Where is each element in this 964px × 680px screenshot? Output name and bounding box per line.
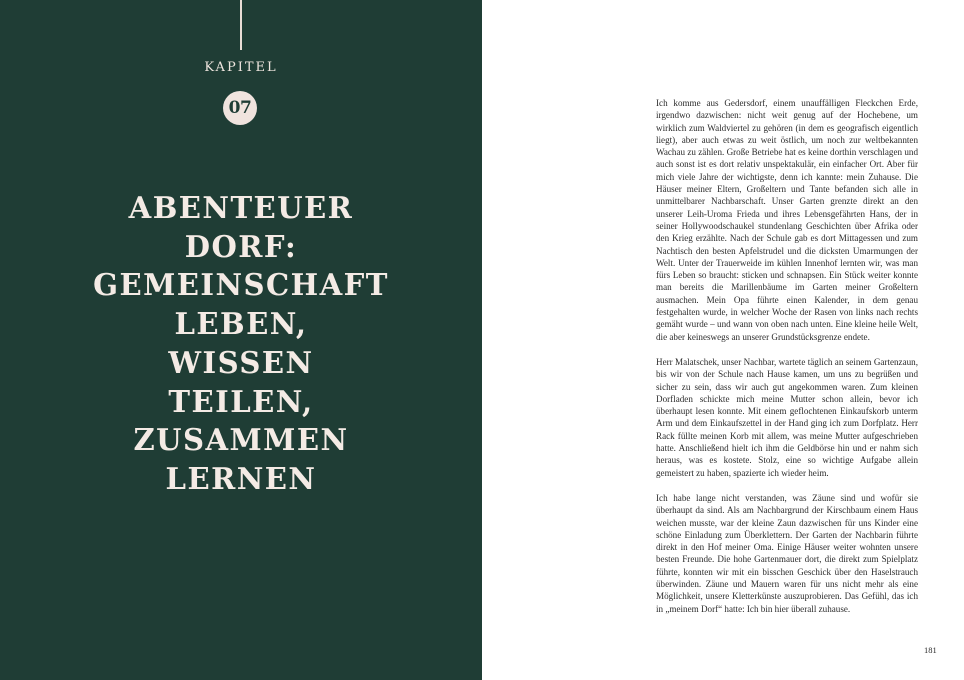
decorative-vertical-line [240, 0, 242, 50]
chapter-title-line: GEMEINSCHAFT [93, 268, 389, 304]
chapter-title-line: ZUSAMMEN [133, 423, 349, 459]
paragraph: Ich habe lange nicht verstanden, was Zäune sind und wofür sie überhaupt da sind. Als am Nachbargrund der Kirschbaum einem Haus weichen musste, war der kleine Zaun dazwischen für uns Kinder eine schöne Einladung zum Überklettern. Der Garten der Nachbarin führte direkt in den Hof meiner Oma. Einige Häuser weiter wohnten unsere besten Freunde. Die hohe Gartenmauer dort, die direkt zum Spielplatz führte, konnten wir mit ein bisschen Geschick über den Haselstrauch überwinden. Zäune und Mauern waren für uns nicht mehr als eine Möglichkeit, unsere Kletterkünste auszuprobieren. Das Gefühl, das ich in „meinem Dorf“ hatte: Ich bin hier überall zuhause. [656, 492, 918, 614]
body-text [656, 97, 918, 628]
chapter-number-badge [223, 91, 257, 125]
paragraph: Ich komme aus Gedersdorf, einem unauffälligen Fleckchen Erde, irgendwo dazwischen: nicht weit genug auf der Hochebene, um wirklich zum Waldviertel zu gehören (in dem es geografisch eigentlich liegt), aber auch etwas zu weit östlich, um noch zur weltbekannten Wachau zu zählen. Große Betriebe hat es keine dorthin verschlagen und auch sonst ist es dort relativ unspektakulär, ein einfacher Ort. Aber für mich viele Jahre der wichtigste, denn ich kannte: mein Zuhause. Die Häuser meiner Eltern, Großeltern und Tante befanden sich alle in unmittelbarer Nachbarschaft. Unser Garten grenzte direkt an den unserer Leih-Uroma Frieda und ihres Lebensgefährten Hans, der in seiner Hollywoodschaukel stundenlang Geschichten über Afrika oder den Krieg erzählte. Nach der Schule gab es dort Mittagessen und zum Nachtisch den besten Apfelstrudel und die dicksten Umarmungen der Welt. Unter der Trauerweide im kühlen Innenhof lernten wir, was man fürs Leben so braucht: sticken und schnapsen. Ein Stück weiter konnte man bereits die Marillenbäume im Garten meiner Großeltern ausmachen. Mein Opa führte einen Kalender, in dem genau festgehalten wurde, in welcher Woche der Rasen von links nach rechts gemäht wurde – und wann von oben nach unten. Eine kleine heile Welt, die aber keineswegs an unserer Grundstücksgrenze endete. [656, 98, 918, 342]
chapter-title-line: WISSEN [168, 345, 314, 381]
text-page [482, 0, 964, 680]
chapter-title-line: TEILEN, [168, 384, 314, 420]
chapter-title-line: LEBEN, [174, 307, 308, 343]
chapter-title [0, 190, 482, 500]
chapter-label: KAPITEL [204, 60, 278, 75]
chapter-title-line: LERNEN [165, 461, 317, 497]
paragraph: Herr Malatschek, unser Nachbar, wartete täglich an seinem Gartenzaun, bis wir von der Schule nach Hause kamen, um uns zu begrüßen und sicher zu sein, dass wir auch gut angekommen waren. Zum kleinen Dorfladen schickte mich meine Mutter schon allein, bevor ich überhaupt lesen konnte. Mit einem geflochtenen Einkaufskorb unterm Arm und dem Einkaufszettel in der Hand ging ich zum Dorfplatz. Herr Rack füllte meinen Korb mit allem, was meine Mutter aufgeschrieben hatte. Anschließend hielt ich ihm die Geldbörse hin und er nahm sich heraus, was es kostete. Stolz, eine so wichtige Aufgabe allein gemeistert zu haben, spazierte ich wieder heim. [656, 356, 918, 478]
chapter-title-line: ABENTEUER [128, 191, 354, 226]
chapter-number: 07 [228, 98, 252, 118]
chapter-title-line: DORF: [184, 229, 298, 265]
page-number: 181 [924, 645, 937, 655]
